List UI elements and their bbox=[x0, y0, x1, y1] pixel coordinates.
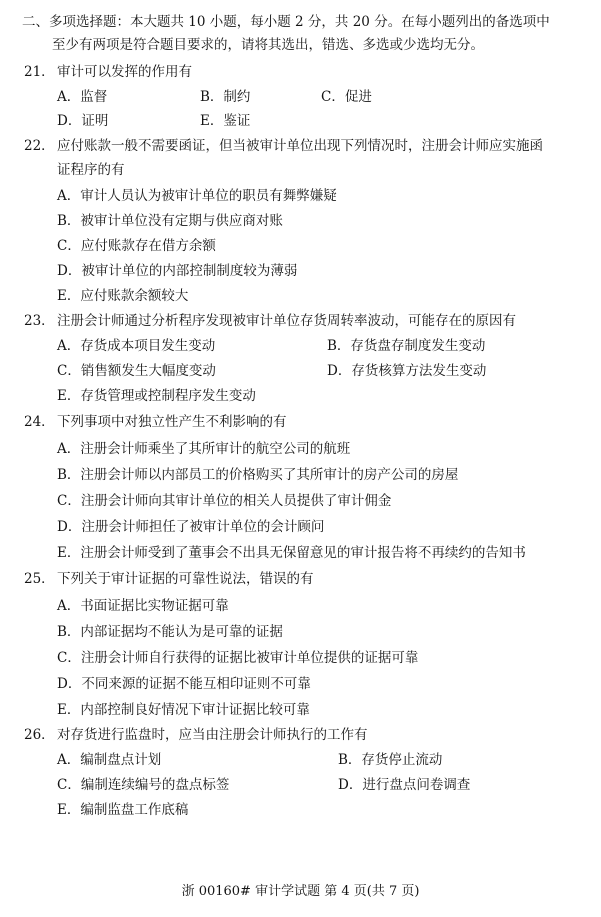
option: C．注册会计师自行获得的证据比被审计单位提供的证据可靠 bbox=[57, 650, 419, 666]
question-number: 22． bbox=[24, 138, 55, 154]
option: C．编制连续编号的盘点标签 bbox=[57, 777, 230, 793]
option: D．进行盘点问卷调查 bbox=[338, 777, 471, 793]
option: D．证明 bbox=[57, 113, 109, 129]
option: E．内部控制良好情况下审计证据比较可靠 bbox=[57, 702, 310, 718]
option: D．不同来源的证据不能互相印证则不可靠 bbox=[57, 676, 311, 692]
option: C．销售额发生大幅度变动 bbox=[57, 363, 216, 379]
option: B．被审计单位没有定期与供应商对账 bbox=[57, 213, 283, 229]
option: A．书面证据比实物证据可靠 bbox=[57, 598, 229, 614]
question-stem-continued: 证程序的有 bbox=[57, 162, 125, 178]
option: A．注册会计师乘坐了其所审计的航空公司的航班 bbox=[57, 441, 351, 457]
section-heading-line-2: 至少有两项是符合题目要求的，请将其选出，错选、多选或少选均无分。 bbox=[52, 37, 484, 53]
option: B．注册会计师以内部员工的价格购买了其所审计的房产公司的房屋 bbox=[57, 467, 459, 483]
option: A．存货成本项目发生变动 bbox=[57, 338, 216, 354]
question-number: 26． bbox=[24, 727, 55, 743]
section-heading-line-1: 二、多项选择题：本大题共 10 小题，每小题 2 分，共 20 分。在每小题列出的备选项中 bbox=[22, 14, 550, 30]
option: D．存货核算方法发生变动 bbox=[327, 363, 487, 379]
question-stem: 对存货进行监盘时，应当由注册会计师执行的工作有 bbox=[57, 727, 368, 743]
option: E．鉴证 bbox=[200, 113, 251, 129]
option: B．存货停止流动 bbox=[338, 752, 443, 768]
question-stem: 注册会计师通过分析程序发现被审计单位存货周转率波动，可能存在的原因有 bbox=[57, 313, 516, 329]
question-stem: 应付账款一般不需要函证，但当被审计单位出现下列情况时，注册会计师应实施函 bbox=[57, 138, 543, 154]
option: B．内部证据均不能认为是可靠的证据 bbox=[57, 624, 283, 640]
option: B．存货盘存制度发生变动 bbox=[327, 338, 486, 354]
question-number: 23． bbox=[24, 313, 55, 329]
option: E．注册会计师受到了董事会不出具无保留意见的审计报告将不再续约的告知书 bbox=[57, 545, 526, 561]
option: A．监督 bbox=[57, 89, 108, 105]
option: D．注册会计师担任了被审计单位的会计顾问 bbox=[57, 519, 325, 535]
option: C．应付账款存在借方余额 bbox=[57, 238, 216, 254]
question-stem: 审计可以发挥的作用有 bbox=[57, 64, 192, 80]
option: A．编制盘点计划 bbox=[57, 752, 162, 768]
question-number: 25． bbox=[24, 571, 55, 587]
option: C．促进 bbox=[321, 89, 372, 105]
option: D．被审计单位的内部控制制度较为薄弱 bbox=[57, 263, 298, 279]
option: E．编制监盘工作底稿 bbox=[57, 802, 189, 818]
option: E．应付账款余额较大 bbox=[57, 288, 189, 304]
question-number: 24． bbox=[24, 414, 55, 430]
question-number: 21． bbox=[24, 64, 55, 80]
option: E．存货管理或控制程序发生变动 bbox=[57, 388, 256, 404]
option: A．审计人员认为被审计单位的职员有舞弊嫌疑 bbox=[57, 188, 337, 204]
question-stem: 下列事项中对独立性产生不利影响的有 bbox=[57, 414, 287, 430]
option: C．注册会计师向其审计单位的相关人员提供了审计佣金 bbox=[57, 493, 392, 509]
page-footer: 浙 00160# 审计学试题 第 4 页(共 7 页) bbox=[181, 884, 420, 899]
question-stem: 下列关于审计证据的可靠性说法，错误的有 bbox=[57, 571, 314, 587]
option: B．制约 bbox=[200, 89, 251, 105]
